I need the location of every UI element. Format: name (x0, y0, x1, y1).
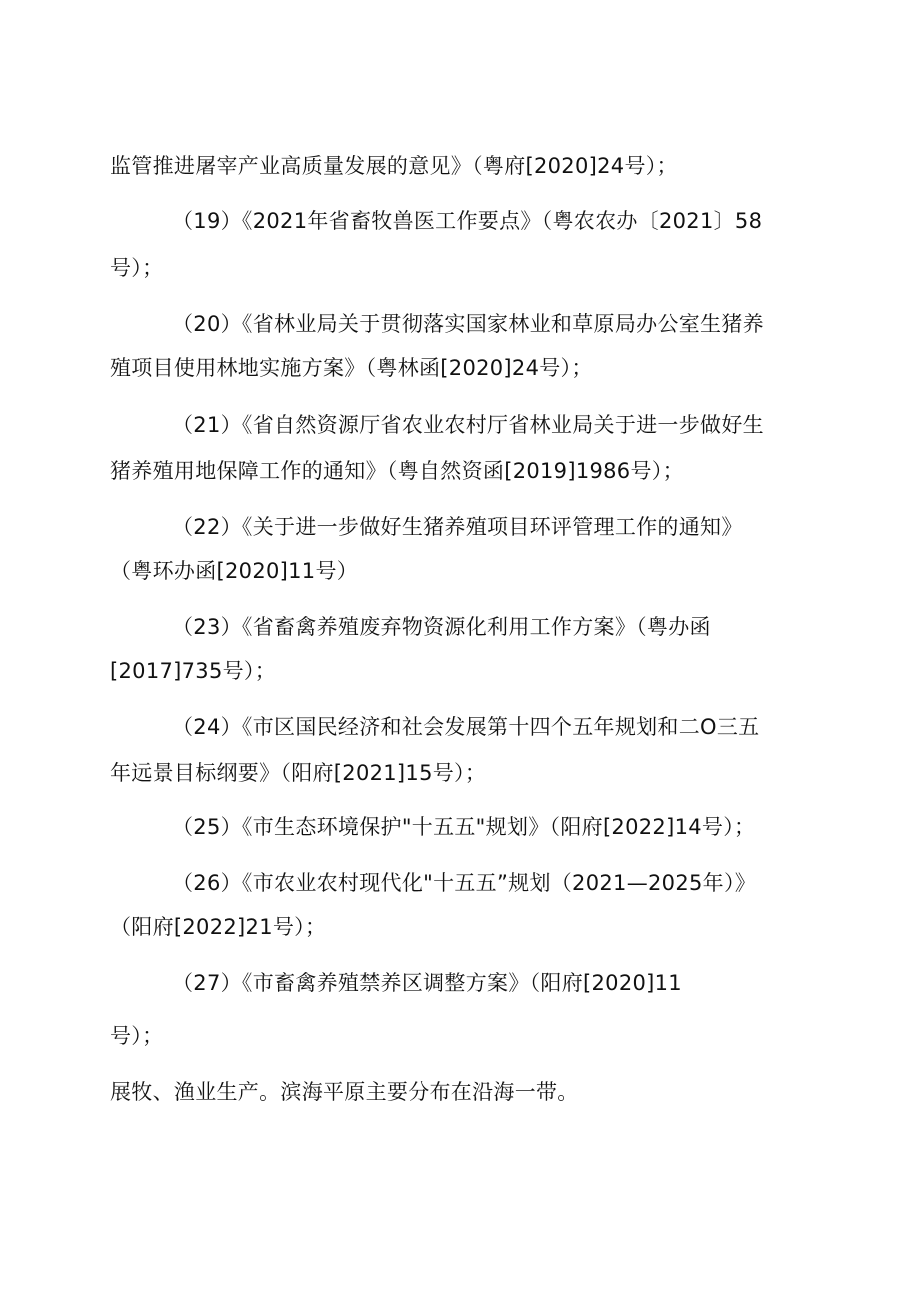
text-line: [2017]735号）； (110, 659, 277, 683)
text-line: 殖项目使用林地实施方案》（粤林函[2020]24号）； (110, 356, 593, 380)
text-line: 猪养殖用地保障工作的通知》（粤自然资函[2019]1986号）； (110, 459, 684, 483)
text-line: 年远景目标纲要》（阳府[2021]15号）； (110, 761, 487, 785)
text-line: （27）《市畜禽养殖禁养区调整方案》（阳府[2020]11 (172, 971, 682, 995)
text-line: （20）《省林业局关于贯彻落实国家林业和草原局办公室生猪养 (172, 312, 764, 336)
text-line: （22）《关于进一步做好生猪养殖项目环评管理工作的通知》 (172, 515, 743, 539)
text-line: （阳府[2022]21号）； (110, 915, 327, 939)
text-line: 号）； (110, 1024, 164, 1048)
text-line: （24）《市区国民经济和社会发展第十四个五年规划和二O三五 (172, 715, 760, 739)
text-line: （21）《省自然资源厅省农业农村厅省林业局关于进一步做好生 (172, 413, 764, 437)
text-line: （粤环办函[2020]11号） (110, 559, 359, 583)
text-line: （26）《市农业农村现代化"十五五”规划（2021—2025年）》 (172, 871, 757, 895)
text-line: （25）《市生态环境保护"十五五"规划》（阳府[2022]14号）； (172, 815, 756, 839)
text-line: （19）《2021年省畜牧兽医工作要点》（粤农农办〔2021〕58 (172, 209, 763, 233)
text-line: 展牧、渔业生产。滨海平原主要分布在沿海一带。 (110, 1080, 579, 1104)
text-line: 监管推进屠宰产业高质量发展的意见》（粤府[2020]24号）； (110, 154, 678, 178)
text-line: 号）； (110, 256, 164, 280)
text-line: （23）《省畜禽养殖废弃物资源化利用工作方案》（粤办函 (172, 615, 711, 639)
